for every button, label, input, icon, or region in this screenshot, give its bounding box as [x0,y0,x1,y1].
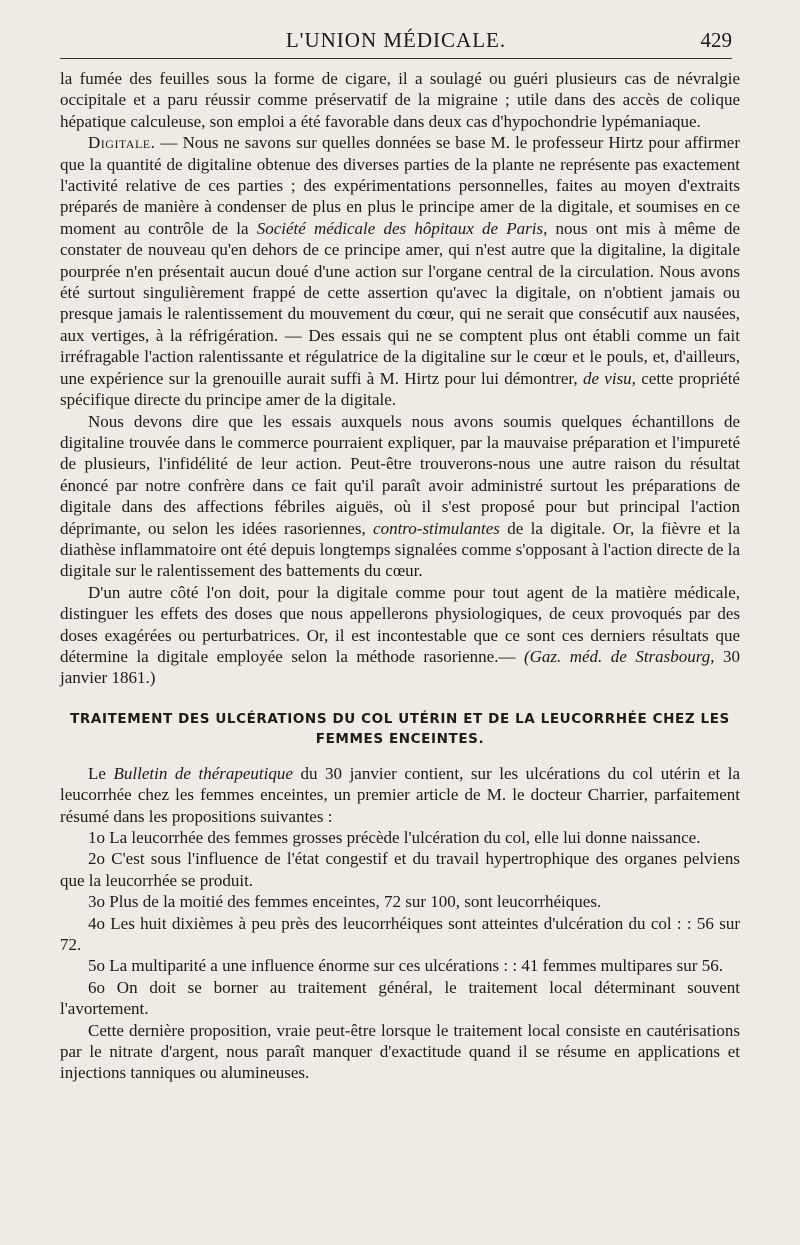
proposition-item: 5o La multiparité a une influence énorme sur ces ulcérations : : 41 femmes multipares sur 56. [88,956,723,976]
digitale-heading: Digitale. [88,133,156,153]
contro-stimulantes-italic: contro-stimulantes [373,518,500,538]
running-title: L'UNION MÉDICALE. [285,28,507,52]
paragraph-doses-part-b: 30 janvier 1861.) [60,646,741,688]
paragraph-bulletin-part-a: Le [88,763,114,783]
societe-medicale-italic: Société médicale des hôpitaux de Paris [256,218,544,238]
paragraph-doses [60,582,740,689]
paragraph-bulletin [60,763,740,827]
header-rule [60,58,732,59]
paragraph-essais [60,411,740,582]
de-visu-italic: de visu, [582,368,636,388]
page-number: 429 [700,28,732,52]
paragraph-digitale-part-c: cette propriété spécifique directe du principe amer de la digitale. [60,368,740,410]
bulletin-italic: Bulletin de thérapeutique [113,763,293,783]
paragraph-essais-part-b: de la digitale. Or, la fièvre et la diathèse inflammatoire ont été depuis longtemps signalées comme s'opposant à l'action directe de la digitale sur le ralentissement des battements du cœur. [60,518,741,581]
proposition-item: 4o Les huit dixièmes à peu près des leucorrhéiques sont atteintes d'ulcération du col : : 56 sur 72. [60,913,740,955]
paragraph-digitale-part-a: — Nous ne savons sur quelles données se base M. le professeur Hirtz pour affirmer que la quantité de digitaline obtenue des diverses parties de la plante ne représente pas exactement l'activité relative de ces parties ; des expérimentations personnelles, faites au moyen d'extraits préparés de manière à condenser de plus en plus le principe amer de la digitale, et soumises en ce moment au contrôle de la [60,133,740,238]
proposition-item: 1o La leucorrhée des femmes grosses précède l'ulcération du col, elle lui donne naissance. [88,828,701,847]
proposition-item: 2o C'est sous l'influence de l'état congestif et du travail hypertrophique des organes pelviens que la leucorrhée se produit. [60,849,740,890]
gazette-citation-italic: (Gaz. méd. de Strasbourg, [523,646,715,666]
proposition-item: 3o Plus de la moitié des femmes enceintes, 72 sur 100, sont leucorrhéiques. [88,892,602,912]
section-title: TRAITEMENT DES ULCÉRATIONS DU COL UTÉRIN ET DE LA LEUCORRHÉE CHEZ LES FEMMES ENCEINTES. [70,710,730,747]
page-header [60,28,732,58]
paragraph-doses-part-a: D'un autre côté l'on doit, pour la digitale comme pour tout agent de la matière médicale, distinguer les effets des doses que nous appellerons physiologiques, de ceux provoqués par des doses exagérées ou perturbatrices. Or, il est incontestable que ce sont ces derniers résultats que détermine la digitale employée selon la méthode rasorienne.— [60,582,740,666]
paragraph-conclusion: Cette dernière proposition, vraie peut-être lorsque le traitement local consiste en cautérisations par le nitrate d'argent, nous paraît manquer d'exactitude quand il se résume en applications et injections tanniques ou alumineuses. [60,1020,740,1083]
paragraph-bulletin-part-b: du 30 janvier contient, sur les ulcérations du col utérin et la leucorrhée chez les femmes enceintes, un premier article de M. le docteur Charrier, parfaitement résumé dans les propositions suivantes : [60,763,740,826]
article-body [60,68,740,1084]
paragraph-intro: la fumée des feuilles sous la forme de cigare, il a soulagé ou guéri plusieurs cas de névralgie occipitale et a paru réussir comme préservatif de la migraine ; utile dans des accès de colique hépatique calculeuse, son emploi a été favorable dans deux cas d'hypochondrie lypémaniaque. [60,69,740,131]
proposition-item: 6o On doit se borner au traitement général, le traitement local déterminant souvent l'avortement. [60,977,740,1019]
paragraph-digitale [60,132,740,410]
paragraph-essais-part-a: Nous devons dire que les essais auxquels nous avons soumis quelques échantillons de digitaline trouvée dans le commerce pourraient expliquer, par la mauvaise préparation et l'impureté de plusieurs, l'infidélité de leur action. Peut-être trouverons-nous une autre raison du résultat énoncé par notre confrère dans ce fait qu'il paraît avoir administré surtout les préparations de digitale dans des affections fébriles aiguës, où il s'est proposé pour but principal l'action déprimante, ou selon les idées rasoriennes, [60,411,740,538]
paragraph-digitale-part-b: , nous ont mis à même de constater de nouveau qu'en dehors de ce principe amer, qui n'est autre que la digitaline, la digitale pourprée n'en présentait aucun doué d'une action sur l'organe central de la circulation. Nous avons été surtout singulièrement frappé de cette assertion qu'avec la digitale, on n'obtient jamais ou presque jamais le ralentissement du mouvement du cœur, qui ne serait que consécutif aux nausées, aux vertiges, à la réfrigération. — Des essais qui ne se comptent plus ont établi comme un fait irréfragable l'action ralentissante et régulatrice de la digitaline sur le cœur et le pouls, et, d'ailleurs, une expérience sur la grenouille aurait suffi à M. Hirtz pour lui démontrer, [60,218,740,388]
